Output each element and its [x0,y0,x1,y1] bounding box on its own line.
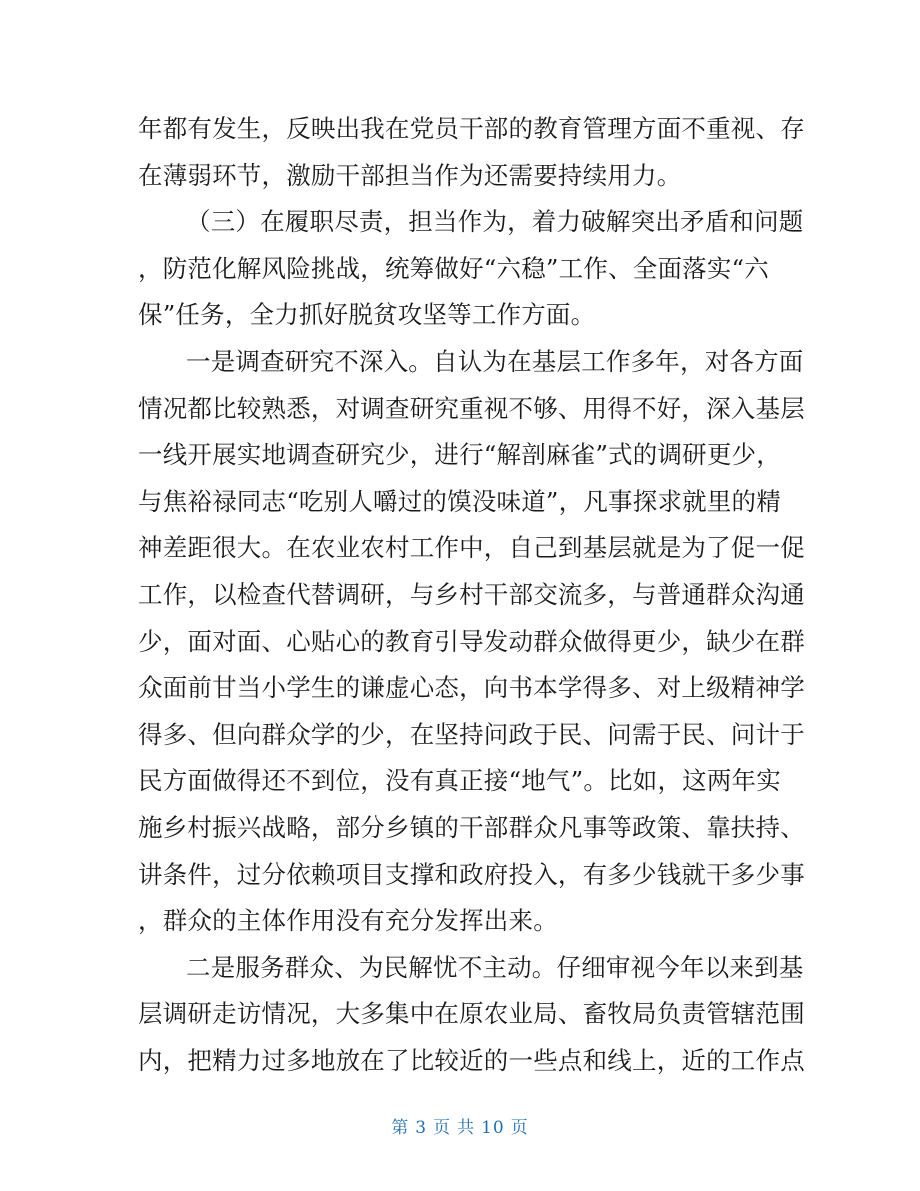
current-page-number: 3 [415,1118,428,1138]
text-line: ，防范化解风险挑战，统筹做好“六稳”工作、全面落实“六 [138,253,769,283]
text-line: 情况都比较熟悉，对调查研究重视不够、用得不好，深入基层 [138,393,805,423]
footer-total-word: 共 [457,1118,476,1138]
text-line: 讲条件，过分依赖项目支撑和政府投入，有多少钱就干多少事 [138,859,805,889]
footer-prefix: 第 [391,1118,410,1138]
text-line: 神差距很大。在农业农村工作中，自己到基层就是为了促一促 [138,533,805,563]
text-line: 众面前甘当小学生的谦虚心态，向书本学得多、对上级精神学 [138,673,805,703]
text-line: 年都有发生，反映出我在党员干部的教育管理方面不重视、存 [138,114,805,143]
text-line: 少，面对面、心贴心的教育引导发动群众做得更少，缺少在群 [138,626,805,656]
text-line: 与焦裕禄同志“吃别人嚼过的馍没味道”，凡事探求就里的精 [138,486,781,516]
text-line: 一线开展实地调查研究少，进行“解剖麻雀”式的调研更少， [138,440,781,470]
page-footer [0,1113,920,1138]
text-line: 保”任务，全力抓好脱贫攻坚等工作方面。 [138,300,596,330]
body-text [138,106,805,1084]
text-line: （三）在履职尽责，担当作为，着力破解突出矛盾和问题 [186,207,804,237]
text-line: 内，把精力过多地放在了比较近的一些点和线上，近的工作点 [138,1045,805,1075]
footer-suffix: 页 [510,1118,529,1138]
text-line: 施乡村振兴战略，部分乡镇的干部群众凡事等政策、靠扶持、 [138,812,805,842]
text-line: 二是服务群众、为民解忧不主动。仔细审视今年以来到基 [186,952,804,982]
footer-page-word: 页 [433,1118,452,1138]
text-line: 一是调查研究不深入。自认为在基层工作多年，对各方面 [186,346,804,376]
text-line: 得多、但向群众学的少，在坚持问政于民、问需于民、问计于 [138,719,805,749]
text-line: ，群众的主体作用没有充分发挥出来。 [138,906,558,936]
text-line: 民方面做得还不到位，没有真正接“地气”。比如，这两年实 [138,766,781,796]
total-page-number: 10 [481,1118,505,1138]
text-line: 工作，以检查代替调研，与乡村干部交流多，与普通群众沟通 [138,579,805,609]
text-line: 在薄弱环节，激励干部担当作为还需要持续用力。 [138,160,682,190]
text-line: 层调研走访情况，大多集中在原农业局、畜牧局负责管辖范围 [138,999,805,1029]
